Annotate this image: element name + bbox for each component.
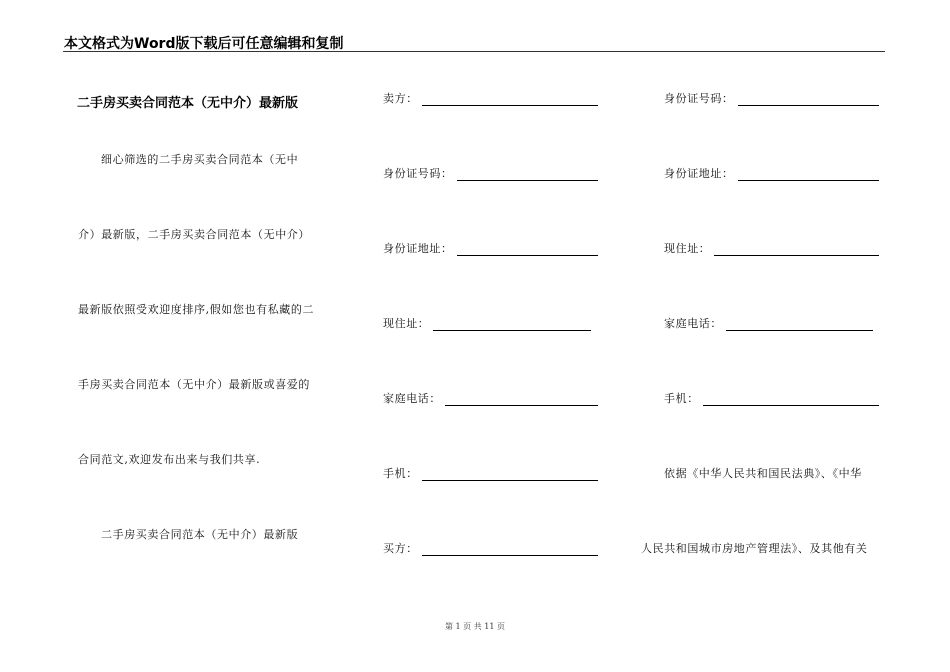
- field-label: 现住址：: [383, 317, 430, 330]
- intro-line-6: 二手房买卖合同范本（无中介）最新版: [101, 528, 299, 541]
- seller-home-phone-field[interactable]: [383, 392, 598, 406]
- page-footer: 第 1 页 共 11 页: [445, 622, 505, 631]
- field-blank[interactable]: [445, 393, 598, 406]
- field-label: 手机：: [664, 392, 699, 405]
- buyer-id-address-field[interactable]: [664, 167, 879, 181]
- buyer-mobile-field[interactable]: [664, 392, 879, 406]
- field-label: 买方：: [383, 542, 418, 555]
- field-label: 身份证号码：: [383, 167, 453, 180]
- field-blank[interactable]: [457, 168, 598, 181]
- field-blank[interactable]: [738, 93, 879, 106]
- header-text: 本文格式为Word版下载后可任意编辑和复制: [64, 36, 344, 52]
- field-label: 家庭电话：: [383, 392, 441, 405]
- field-label: 手机：: [383, 467, 418, 480]
- field-label: 身份证号码：: [664, 92, 734, 105]
- field-blank[interactable]: [422, 468, 598, 481]
- buyer-id-number-field[interactable]: [664, 92, 879, 106]
- basis-text-line-2: 人民共和国城市房地产管理法》、及其他有关: [641, 542, 868, 555]
- seller-id-address-field[interactable]: [383, 242, 598, 256]
- field-blank[interactable]: [714, 243, 879, 256]
- field-label: 身份证地址：: [664, 167, 734, 180]
- field-label: 家庭电话：: [664, 317, 722, 330]
- buyer-field[interactable]: [383, 542, 598, 556]
- intro-line-2: 介）最新版，二手房买卖合同范本（无中介）: [78, 228, 310, 241]
- field-blank[interactable]: [726, 318, 873, 331]
- buyer-current-address-field[interactable]: [664, 242, 879, 256]
- field-label: 现住址：: [664, 242, 711, 255]
- field-blank[interactable]: [703, 393, 879, 406]
- field-label: 卖方：: [383, 92, 418, 105]
- field-label: 身份证地址：: [383, 242, 453, 255]
- field-blank[interactable]: [457, 243, 598, 256]
- document-title: 二手房买卖合同范本（无中介）最新版: [77, 96, 299, 111]
- intro-line-1: 细心筛选的二手房买卖合同范本（无中: [101, 153, 299, 166]
- seller-current-address-field[interactable]: [383, 317, 591, 331]
- field-blank[interactable]: [433, 318, 591, 331]
- field-blank[interactable]: [738, 168, 879, 181]
- seller-id-number-field[interactable]: [383, 167, 598, 181]
- field-blank[interactable]: [422, 543, 598, 556]
- header-rule: [63, 51, 885, 52]
- basis-text-line-1: 依据《中华人民共和国民法典》、《中华: [664, 467, 862, 480]
- field-blank[interactable]: [422, 93, 598, 106]
- buyer-home-phone-field[interactable]: [664, 317, 873, 331]
- seller-mobile-field[interactable]: [383, 467, 598, 481]
- intro-line-4: 手房买卖合同范本（无中介）最新版或喜爱的: [78, 378, 310, 391]
- intro-line-5: 合同范文,欢迎发布出来与我们共享.: [78, 453, 261, 466]
- intro-line-3: 最新版依照受欢迎度排序,假如您也有私藏的二: [78, 303, 315, 316]
- seller-field[interactable]: [383, 92, 598, 106]
